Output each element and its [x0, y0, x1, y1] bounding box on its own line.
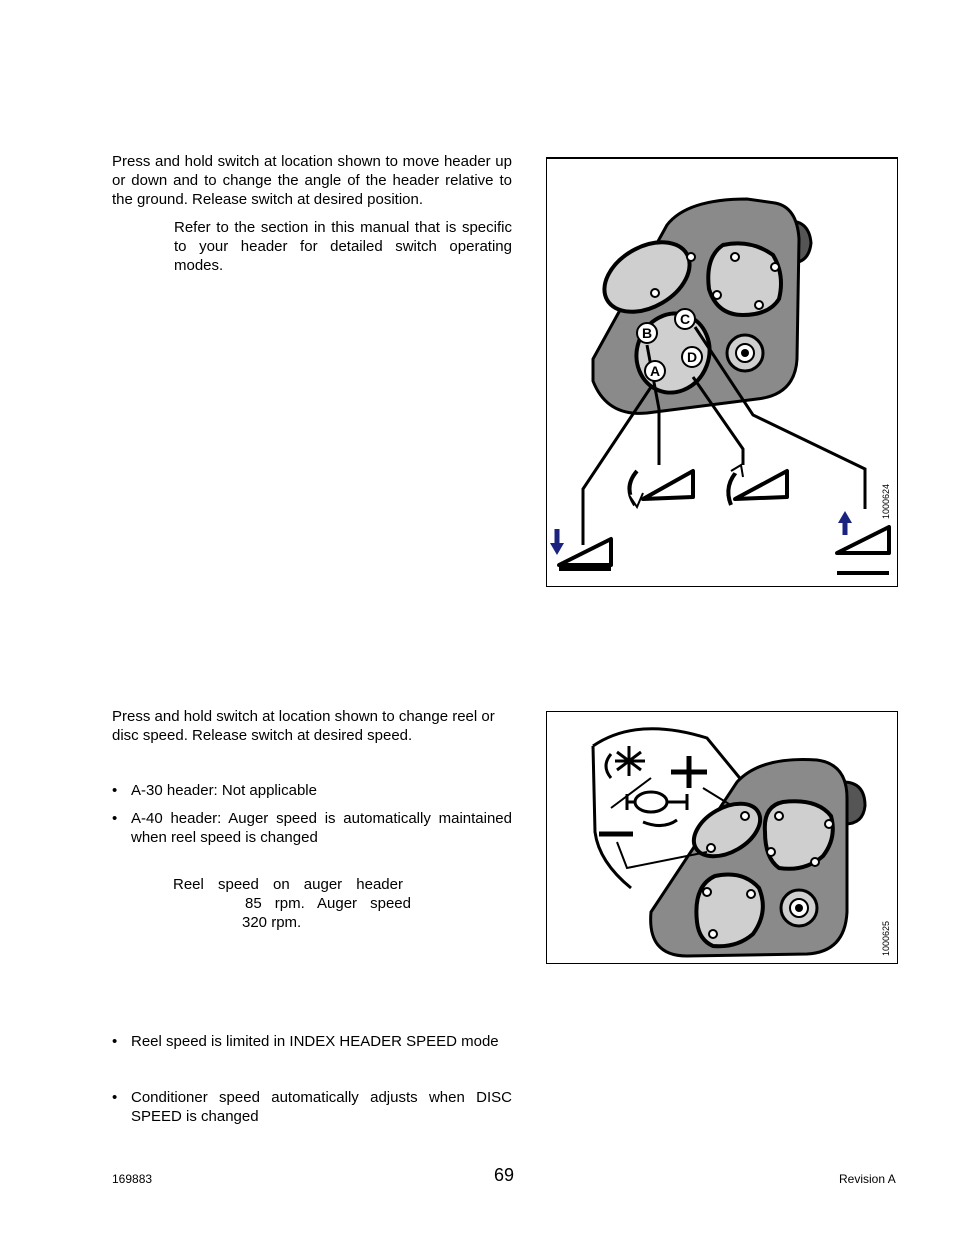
- reel-speed-illustration: [547, 712, 897, 963]
- callout-label-d: D: [686, 349, 698, 365]
- header-lower-symbol: [559, 539, 611, 565]
- callout-label-b: B: [641, 325, 653, 341]
- auger-icon: [627, 792, 687, 826]
- revision: Revision A: [839, 1172, 896, 1186]
- tilt-down-symbol: [643, 471, 693, 499]
- list-item: • A-40 header: Auger speed is automatically maintained when reel speed is changed: [112, 810, 512, 846]
- list-item: • A-30 header: Not applicable: [112, 782, 317, 799]
- reel-icon: [606, 746, 645, 778]
- joystick-handle-illustration: [547, 159, 897, 586]
- reel-speed-switch-figure: [546, 711, 898, 964]
- header-tilt-note: Refer to the section in this manual that is specific to your header for detailed switch operating modes.: [174, 219, 512, 274]
- doc-number: 169883: [112, 1172, 153, 1186]
- list-item: • Reel speed is limited in INDEX HEADER SPEED mode: [112, 1033, 499, 1050]
- callout-label-a: A: [649, 363, 661, 379]
- top-right-switch: [708, 243, 781, 315]
- callout-label-c: C: [679, 311, 691, 327]
- figure-number: 1000625: [881, 920, 891, 956]
- reel-speed-note-line2: 85 rpm. Auger speed: [245, 895, 411, 912]
- header-tilt-instruction: Press and hold switch at location shown to move header up or down and to change the angle of the header relative to the ground. Release switch at desired position.: [112, 153, 512, 208]
- plus-icon: [671, 756, 707, 788]
- reel-speed-note-line1: Reel speed on auger header: [173, 876, 403, 893]
- list-item: • Conditioner speed automatically adjusts when DISC SPEED is changed: [112, 1089, 512, 1125]
- page-number: 69: [494, 1165, 515, 1185]
- reel-speed-instruction: Press and hold switch at location shown to change reel or disc speed. Release switch at desired speed.: [112, 708, 495, 744]
- figure-number: 1000624: [881, 483, 891, 519]
- header-tilt-switch-figure: [546, 157, 898, 587]
- reel-speed-note-line3: 320 rpm.: [242, 914, 302, 931]
